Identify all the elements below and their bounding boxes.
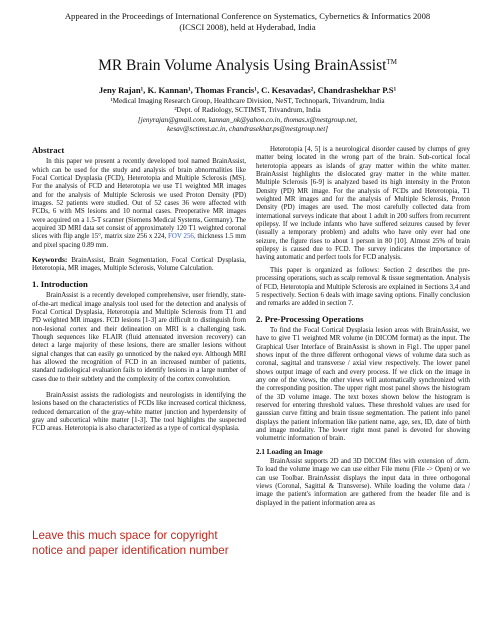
abstract-fov: FOV 256, xyxy=(168,233,196,241)
preprocessing-paragraph: To find the Focal Cortical Dysplasia lesion areas with BrainAssist, we have to give T1 weighted MR volume (in DICOM format) as the input. The Graphical User Interface of BrainAssist is shown in Fig1. The upper panel shows input of the three different orthogonal views of volume data such as coronal, sagittal and transverse / axial view respectively. The lower panel shows output image of each and every process. If we click on the image in any one of the views, the other views will automatically synchronized with the corresponding position. The upper right most panel shows the histogram of the 3D volume image. The text boxes shown below the histogram is reserved for entering threshold values. These threshold values are used for gaussian curve fitting and brain tissue segmentation. The patient info panel displays the patient information like patient name, age, sex, ID, date of birth and image modality. The lower right most panel is devoted for showing volumetric information of brain. xyxy=(256,326,470,443)
preprocessing-heading: 2. Pre-Processing Operations xyxy=(256,313,364,324)
abstract-heading: Abstract xyxy=(32,145,65,155)
email-line-2: kesav@sctimst.ac.in, chandrasekhar.ps@nestgroup.net] xyxy=(166,125,329,134)
affiliation-1: ¹Medical Imaging Research Group, Healthcare Division, NeST, Technopark, Trivandrum, India xyxy=(110,97,385,105)
right-paragraph-2: This paper is organized as follows: Section 2 describes the pre-processing operations, such as scalp removal & tissue segmentation. Analysis of FCD, Heterotopia and Multiple Sclerosis are explained in Sections 3,4 and 5 respectively. Section 6 deals with image saving options. Finally conclusion and remarks are added in section 7. xyxy=(256,266,470,308)
affiliation-block xyxy=(0,97,495,135)
proceedings-note xyxy=(0,11,495,33)
paper-title xyxy=(0,57,495,75)
proceedings-line-2: (ICSCI 2008), held at Hyderabad, India xyxy=(179,22,316,32)
right-column xyxy=(256,146,470,512)
right-paragraph-1: Heterotopia [4, 5] is a neurological disorder caused by clumps of grey matter being located in the wrong part of the brain. Sub-cortical focal heterotopia appears as islands of gray matter within the white matter. BrainAssist highlights the dislocated gray matter in the white matter. Multiple Sclerosis [6-9] is analyzed based its high intensity in the Proton Density (PD) MR image. For the analysis of FCDs and Heterotopia, T1 weighted MR images and for the analysis of Multiple Sclerosis, Proton Density (PD) images are used. The most carefully collected data from international surveys indicate that about 1 adult in 200 suffers from recurrent epilepsy. If we include infants who have suffered seizures caused by fever (usually a temporary problem) and adults who have only ever had one seizure, the figure rises to about 1 person in 80 [10]. Almost 25% of brain epilepsy is caused due to FCD. The survey indicates the importance of having automatic and perfect tools for FCD analysis. xyxy=(256,146,470,262)
loading-image-heading: 2.1 Loading an Image xyxy=(256,447,323,456)
email-line-1: [jenyrajan@gmail.com, kannan_nk@yahoo.co.in, thomas.x@nestgroup.net, xyxy=(137,115,358,124)
intro-heading: 1. Introduction xyxy=(32,278,88,289)
loading-image-paragraph: BrainAssist supports 2D and 3D DICOM files with extension of .dcm. To load the volume image we can use either File menu (File -> Open) or we can use Toolbar. BrainAssist displays the input data in three orthogonal views (Coronal, Sagittal & Transverse). While loading the volume data / image the patient's information are gathered from the header file and is displayed in the patient information area as xyxy=(256,458,470,507)
keywords-paragraph xyxy=(32,256,246,274)
intro-paragraph-1: BrainAssist is a recently developed comprehensive, user friendly, state-of-the-art medical image analysis tool used for the detection and analysis of Focal Cortical Dysplasia, Heterotopia and Multiple Sclerosis from T1 and PD weighted MR images. FCD lesions [1-3] are difficult to distinguish from non-lesional cortex and their delineation on MRI is a challenging task. Though sequences like FLAIR (fluid attenuated inversion recovery) can detect a large majority of these lesions, there are smaller lesions without signal changes that can easily go unnoticed by the naked eye. Although MRI has allowed the recognition of FCD in an increased number of patients, standard radiological evaluation fails to identify lesions in a large number of cases due to their subtlety and the complexity of the cortex convolution. xyxy=(32,292,246,383)
keywords-text: BrainAssist, Brain Segmentation, Focal Cortical Dysplasia, Heterotopia, MR images, Multiple Sclerosis, Volume Calculation. xyxy=(32,257,246,273)
keywords-label: Keywords: xyxy=(32,255,68,265)
intro-paragraph-2: BrainAssist assists the radiologists and neurologists in identifying the lesions based on the characteristics of FCDs like increased cortical thickness, reduced demarcation of the gray-white matter junction and hyperdensity of gray and subcortical white matter [1-3]. The tool highlights the suspected FCD areas. Heterotopia is also characterized as a type of cortical dysplasia. xyxy=(32,391,246,433)
left-column xyxy=(32,146,246,438)
proceedings-line-1: Appeared in the Proceedings of International Conference on Systematics, Cybernetics & Informatics 2008 xyxy=(64,11,431,21)
affiliation-2: ²Dept. of Radiology, SCTIMST, Trivandrum, India xyxy=(174,106,321,115)
paper-title-text: MR Brain Volume Analysis Using BrainAssist xyxy=(98,57,387,74)
abstract-text xyxy=(32,158,246,250)
abstract-tail: thickness 1.5 mm and pixel spacing 0.89 mm. xyxy=(32,233,246,249)
author-list: Jeny Rajan¹, K. Kannan¹, Thomas Francis¹, C. Kesavadas², Chandrashekhar P.S¹ xyxy=(98,85,397,95)
copyright-placeholder: Leave this much space for copyright notice and paper identification number xyxy=(32,529,229,557)
trademark-mark: TM xyxy=(386,57,397,66)
abstract-body: In this paper we present a recently developed tool named BrainAssist, which can be used for the study and analysis of brain abnormalities like Focal Cortical Dysplasia (FCD), Heterotopia and Multiple Sclerosis (MS). For the analysis of FCD and Heterotopia we use T1 weighted MR images and for the analysis of Multiple Sclerosis we used Proton Density (PD) images. 52 patients were studied. Out of 52 cases 36 were affected with FCDs, 6 with MS lesions and 10 normal cases. Preoperative MR images were acquired on a 1.5-T scanner (Siemens Medical Systems, Germany). The acquired 3D MRI data set consist of approximately 120 T1 weighted coronal slices with flip angle 15°, matrix size 256 x 224, xyxy=(32,158,246,241)
